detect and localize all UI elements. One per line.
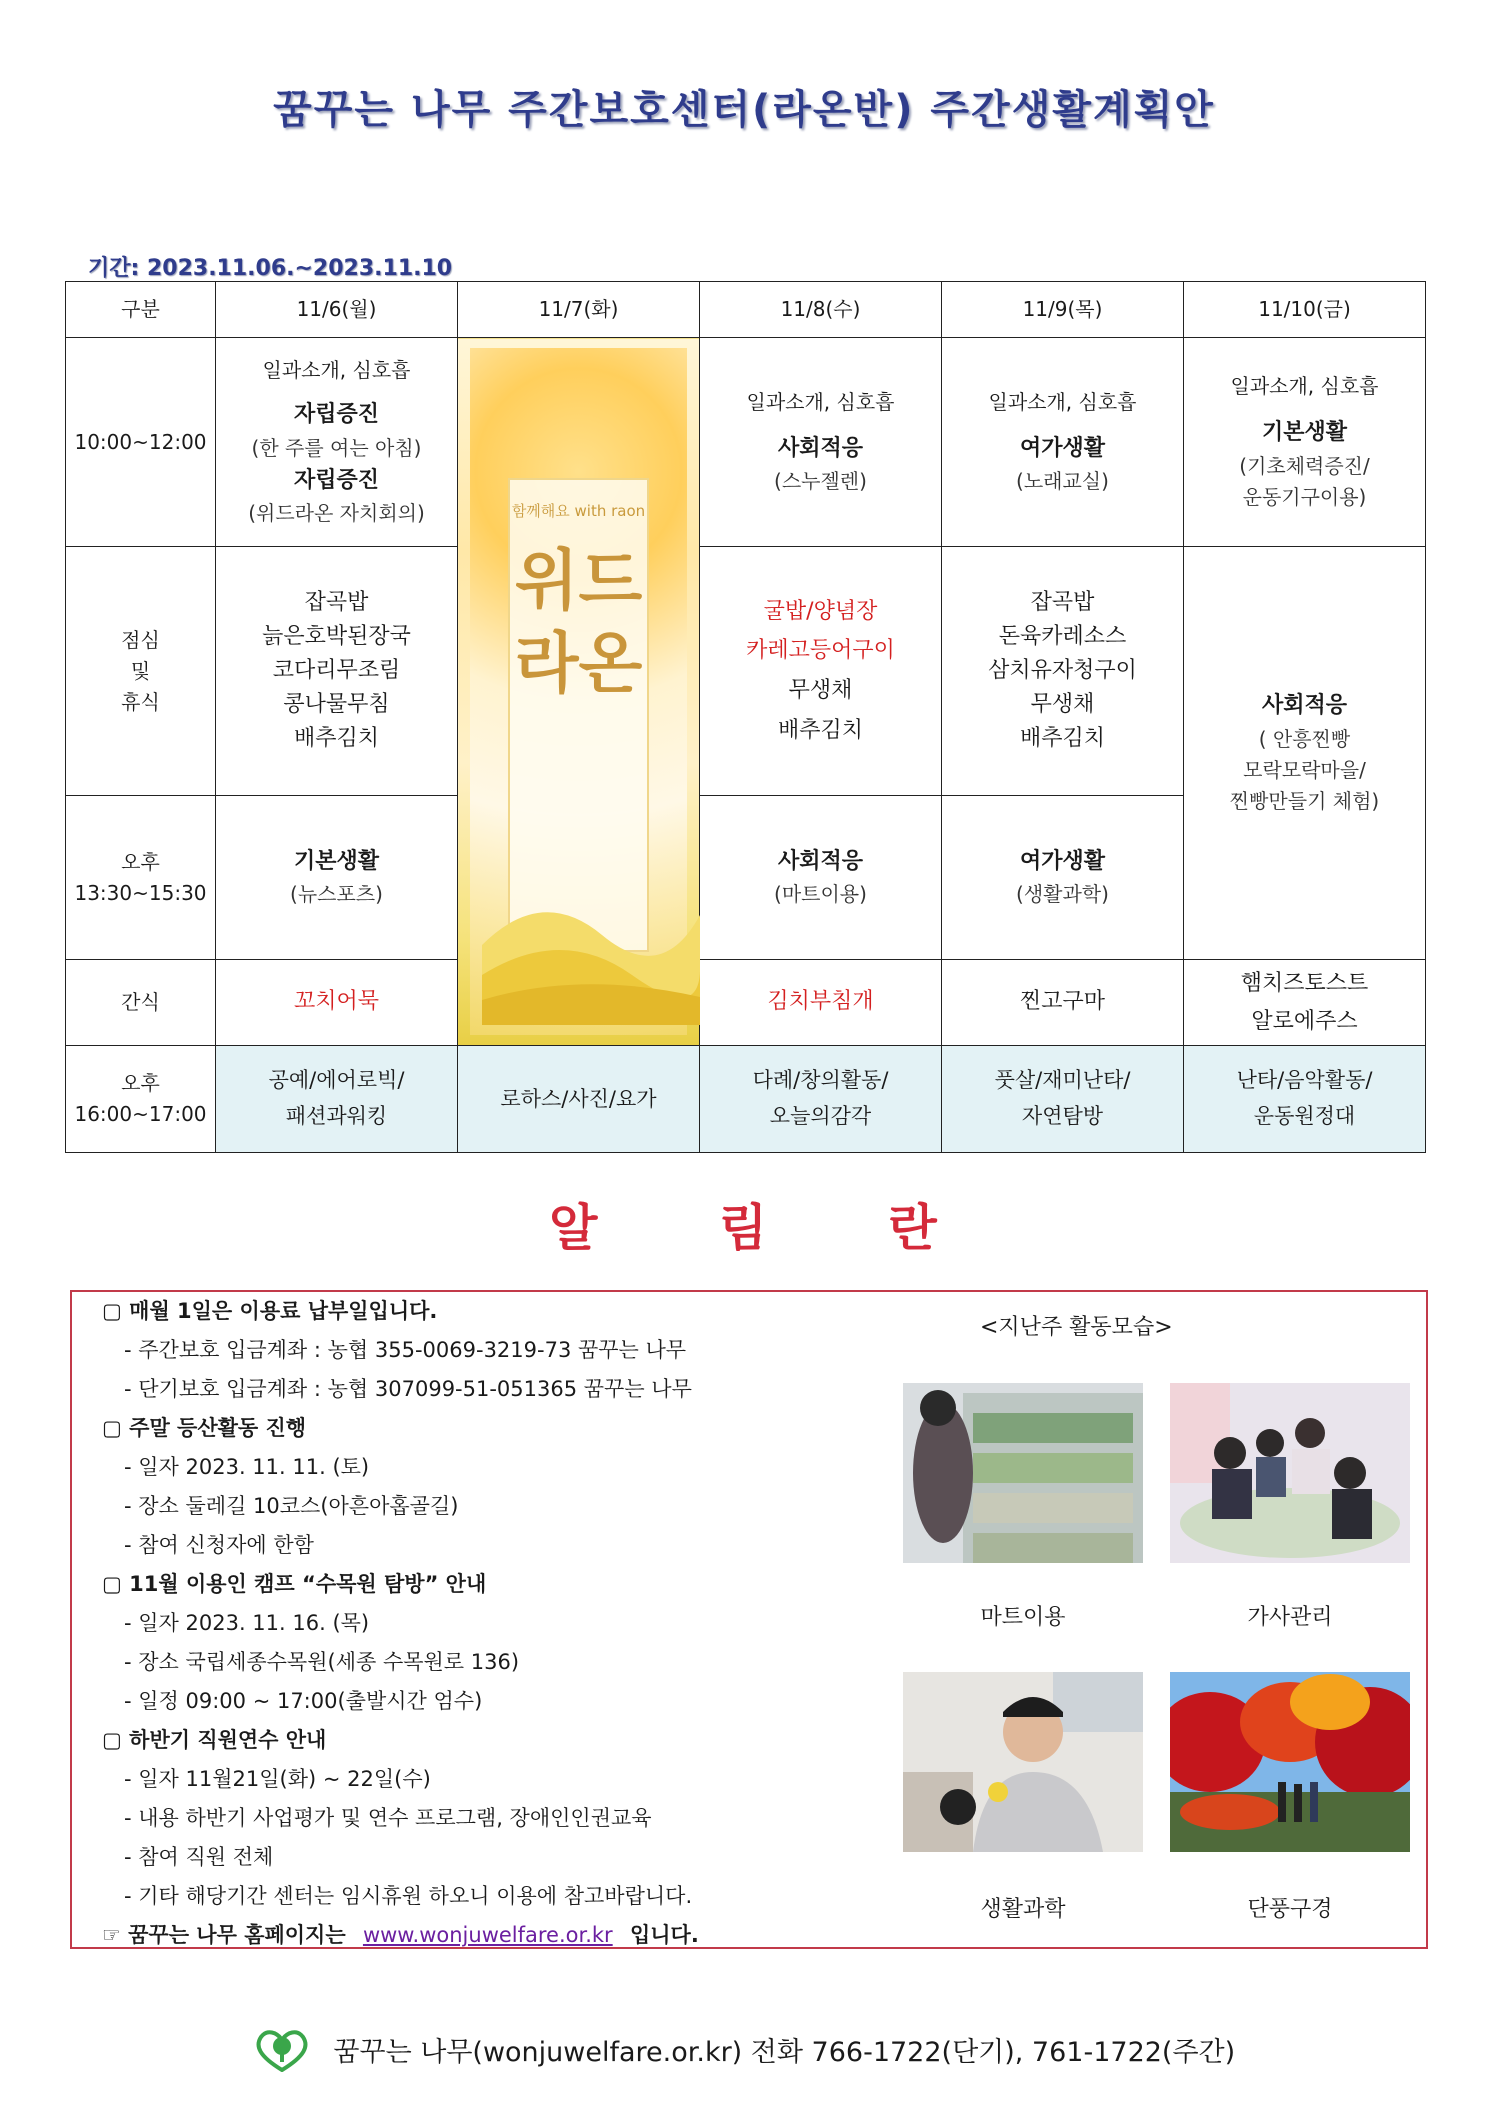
homepage-prefix: ☞ 꿈꾸는 나무 홈페이지는 [102,1923,346,1947]
day-header-wed: 11/8(수) [700,282,942,338]
mon-afternoon-program: 기본생활 [293,848,379,874]
menu-item: 잡곡밥 [1030,589,1095,615]
hills-graphic [482,825,700,1025]
thu-program-detail: (노래교실) [1016,469,1109,494]
time-afternoon [66,796,216,960]
header-row [66,282,1426,338]
day-header-mon: 11/6(월) [216,282,458,338]
wed-intro: 일과소개, 심호흡 [746,389,895,414]
fri-program-detail-2: 운동기구이용) [1242,484,1367,509]
afternoon-time: 13:30~15:30 [74,880,207,905]
fri-late-2: 운동원정대 [1253,1104,1356,1128]
wed-afternoon-program: 사회적응 [777,848,863,874]
homepage-suffix: 입니다. [629,1923,699,1947]
homepage-line [102,1916,952,1955]
mon-program-1-detail: (한 주를 여는 아침) [251,435,422,460]
thu-afternoon-program: 여가생활 [1019,848,1105,874]
footer [0,2028,1488,2079]
notice-item-detail: - 일자 11월21일(화) ~ 22일(수) [124,1767,431,1791]
mon-late-2: 패션과워킹 [285,1104,388,1128]
page-title: 꿈꾸는 나무 주간보호센터(라온반) 주간생활계획안 [273,87,1215,133]
mon-morning [216,338,458,547]
time-morning: 10:00~12:00 [66,338,216,547]
lunch-label-2: 및 [130,658,151,683]
lunch-label-1: 점심 [121,627,160,652]
menu-item-special: 굴밥/양념장 [763,598,878,624]
day-header-thu: 11/9(목) [942,282,1184,338]
notice-item-heading: ▢ 11월 이용인 캠프 “수목원 탐방” 안내 [102,1572,487,1596]
mon-program-2-detail: (위드라온 자치회의) [248,500,425,525]
fri-late [1184,1046,1426,1153]
homepage-link[interactable]: www.wonjuwelfare.or.kr [362,1923,613,1947]
thu-afternoon [942,796,1184,960]
header-label: 구분 [66,282,216,338]
photo-housework [1170,1383,1410,1563]
thu-late-2: 자연탐방 [1021,1104,1104,1128]
late-label: 오후 [121,1071,160,1095]
thu-morning [942,338,1184,547]
morning-row [66,338,1426,547]
notice-heading: 알 림 란 [549,1199,939,1257]
photo-label-housework: 가사관리 [1247,1605,1333,1630]
notice-item-detail: - 참여 직원 전체 [124,1845,274,1869]
fri-snack-2: 알로에주스 [1251,1008,1358,1034]
wed-snack: 김치부침개 [700,960,942,1046]
notice-item-detail: - 일자 2023. 11. 16. (목) [124,1611,370,1635]
banner-title-line1: 위드 [514,542,643,619]
fri-afternoon [1184,547,1426,960]
photo-market [903,1383,1143,1563]
menu-item: 돈육카레소스 [998,623,1127,649]
photo-label-science: 생활과학 [980,1897,1066,1922]
photos-caption: <지난주 활동모습> [980,1315,1173,1340]
late-time: 16:00~17:00 [74,1102,207,1126]
footer-contact: 꿈꾸는 나무(wonjuwelfare.or.kr) 전화 766-1722(단기), 761-1722(주간) [333,2037,1236,2068]
menu-item: 늙은호박된장국 [262,623,411,649]
menu-item: 잡곡밥 [304,589,369,615]
mon-program-2: 자립증진 [293,467,379,493]
notice-item-heading: ▢ 하반기 직원연수 안내 [102,1728,327,1752]
notice-item-detail: - 일정 09:00 ~ 17:00(출발시간 엄수) [124,1689,483,1713]
mon-late-1: 공예/에어로빅/ [268,1068,405,1093]
menu-item: 배추김치 [1019,726,1105,752]
mon-late [216,1046,458,1153]
notice-item-detail: - 일자 2023. 11. 11. (토) [124,1455,370,1479]
fri-program-detail-1: (기초체력증진/ [1239,453,1370,478]
day-header-tue: 11/7(화) [458,282,700,338]
wed-program: 사회적응 [777,435,863,461]
wed-afternoon [700,796,942,960]
tue-late: 로하스/사진/요가 [458,1046,700,1153]
photo-autumn [1170,1672,1410,1852]
notice-item-heading: ▢ 매월 1일은 이용료 납부일입니다. [102,1299,438,1323]
thu-snack: 찐고구마 [942,960,1184,1046]
thu-late [942,1046,1184,1153]
thu-intro: 일과소개, 심호흡 [988,389,1137,414]
mon-intro: 일과소개, 심호흡 [262,358,411,383]
fri-intro: 일과소개, 심호흡 [1230,374,1379,399]
menu-item: 코다리무조림 [272,657,401,683]
photo-label-autumn: 단풍구경 [1247,1897,1333,1922]
thu-lunch-menu [942,547,1184,796]
period-label: 기간: 2023.11.06.~2023.11.10 [88,256,453,281]
lunch-label-3: 휴식 [121,689,160,714]
mon-lunch-menu [216,547,458,796]
fri-morning [1184,338,1426,547]
lunch-row [66,547,1426,796]
mon-afternoon [216,796,458,960]
wed-program-detail: (스누젤렌) [774,469,867,494]
wed-morning [700,338,942,547]
fri-snack-1: 햄치즈토스트 [1240,971,1369,997]
mon-snack: 꼬치어묵 [216,960,458,1046]
tue-banner [458,338,700,1046]
snack-row [66,960,1426,1046]
day-header-fri: 11/10(금) [1184,282,1426,338]
notice-list [102,1292,952,1955]
notice-item-detail: - 내용 하반기 사업평가 및 연수 프로그램, 장애인인권교육 [124,1806,652,1830]
time-snack: 간식 [66,960,216,1046]
notice-item-detail: - 주간보호 입금계좌 : 농협 355-0069-3219-73 꿈꾸는 나무 [124,1338,687,1362]
wed-late-1: 다례/창의활동/ [752,1068,889,1093]
menu-item: 무생채 [1030,692,1095,718]
notice-item-detail: - 참여 신청자에 한함 [124,1533,314,1557]
banner-title [510,540,647,705]
wed-lunch-menu [700,547,942,796]
weekly-schedule-table [65,281,1426,1153]
notice-item-detail: - 장소 국립세종수목원(세종 수목원로 136) [124,1650,520,1674]
fri-program: 기본생활 [1261,420,1347,446]
menu-item: 배추김치 [777,717,863,743]
late-afternoon-row [66,1046,1426,1153]
banner-title-line2: 라온 [514,624,643,702]
photo-label-market: 마트이용 [980,1605,1066,1630]
menu-item-special: 카레고등어구이 [746,638,895,664]
menu-item: 콩나물무침 [283,692,390,718]
fri-afternoon-detail-2: 모락모락마을/ [1243,757,1366,782]
wed-late [700,1046,942,1153]
fri-afternoon-detail-3: 찐빵만들기 체험) [1229,788,1380,813]
banner-illustration [470,348,687,1035]
thu-late-1: 풋살/재미난타/ [994,1068,1131,1093]
mon-afternoon-detail: (뉴스포츠) [290,882,383,907]
fri-afternoon-program: 사회적응 [1261,693,1347,719]
afternoon-label: 오후 [121,849,160,874]
menu-item: 무생채 [788,678,853,703]
menu-item: 배추김치 [293,726,379,752]
menu-item: 삼치유자청구이 [988,657,1137,683]
logo-icon [253,2028,311,2079]
photo-science [903,1672,1143,1852]
notice-item-detail: - 장소 둘레길 10코스(아흔아홉골길) [124,1494,459,1518]
notice-item-heading: ▢ 주말 등산활동 진행 [102,1416,307,1440]
fri-snack [1184,960,1426,1046]
time-late [66,1046,216,1153]
time-lunch [66,547,216,796]
wed-late-2: 오늘의감각 [769,1104,872,1128]
banner-subtitle: 함께해요 with raon [511,502,646,520]
thu-program: 여가생활 [1019,435,1105,461]
mon-program-1: 자립증진 [293,402,379,428]
notice-item-detail: - 단기보호 입금계좌 : 농협 307099-51-051365 꿈꾸는 나무 [124,1377,692,1401]
notice-item-detail: - 기타 해당기간 센터는 임시휴원 하오니 이용에 참고바랍니다. [124,1884,693,1908]
wed-afternoon-detail: (마트이용) [774,882,867,907]
fri-afternoon-detail-1: ( 안흥찐빵 [1258,726,1351,751]
fri-late-1: 난타/음악활동/ [1236,1068,1373,1093]
thu-afternoon-detail: (생활과학) [1016,882,1109,907]
